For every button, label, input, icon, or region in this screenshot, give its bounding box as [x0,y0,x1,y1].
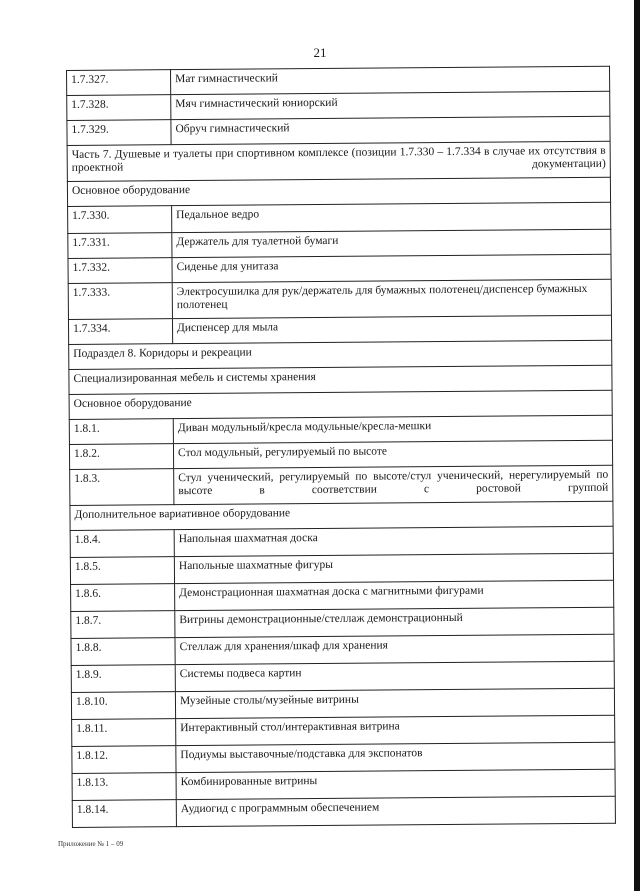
item-name: Педальное ведро [172,202,611,232]
table-row [72,769,615,800]
item-name: Напольная шахматная доска [174,526,613,556]
item-name: Обруч гимнастический [171,116,610,144]
section-heading: Подраздел 8. Коридоры и рекреации [69,340,612,369]
item-name: Диван модульный/кресла модульные/кресла-мешки [173,415,612,443]
section-row [67,141,610,181]
section-heading: Специализированная мебель и системы хранения [69,365,612,394]
item-code: 1.8.9. [71,665,175,693]
section-heading: Часть 7. Душевые и туалеты при спортивном комплексе (позиции 1.7.330 – 1.7.334 в случае их отсутствия в проектной документации) [67,141,610,181]
table-row [72,715,615,746]
table-row [71,661,614,692]
table-row [71,580,614,611]
item-name: Аудиогид с программным обеспечением [176,796,615,826]
table-row [70,553,613,584]
table-row [71,607,614,638]
footer-note: Приложение № 1 – 09 [58,840,124,848]
table-row [72,796,615,827]
item-code: 1.8.6. [71,584,175,612]
item-name: Стул ученический, регулируемый по высоте/стул ученический, нерегулируемый по высоте в соответствии с ростовой группой [174,465,613,504]
item-name: Стеллаж для хранения/шкаф для хранения [175,634,614,664]
item-code: 1.8.10. [71,692,175,720]
item-name: Демонстрационная шахматная доска с магнитными фигурами [175,580,614,610]
item-name: Напольные шахматные фигуры [174,553,613,583]
item-code: 1.8.11. [72,719,176,747]
item-name: Витрины демонстрационные/стеллаж демонстрационный [175,607,614,637]
item-code: 1.8.3. [70,469,174,506]
item-code: 1.7.329. [67,120,171,146]
item-code: 1.7.334. [68,319,172,345]
item-name: Интерактивный стол/интерактивная витрина [176,715,615,745]
item-name: Держатель для туалетной бумаги [172,229,611,257]
item-code: 1.7.332. [68,258,172,284]
item-code: 1.7.330. [68,206,172,234]
item-name: Электросушилка для рук/держатель для бумажных полотенец/диспенсер бумажных полотенец [172,279,611,318]
scan-edge [634,0,640,891]
item-code: 1.8.2. [69,444,173,470]
item-name: Комбинированные витрины [176,769,615,799]
item-name: Системы подвеса картин [175,661,614,691]
equipment-table [66,66,616,828]
item-code: 1.8.13. [72,773,176,801]
table-row [68,279,611,319]
table-row [68,202,611,233]
item-code: 1.8.4. [70,530,174,558]
item-name: Музейные столы/музейные витрины [175,688,614,718]
table-row [70,526,613,557]
section-heading: Дополнительное вариативное оборудование [70,501,613,530]
table-row [70,465,613,505]
table-row [71,688,614,719]
item-code: 1.8.12. [72,746,176,774]
item-code: 1.7.331. [68,233,172,259]
document-body [0,65,640,840]
item-code: 1.7.328. [67,95,171,121]
item-code: 1.8.14. [72,800,176,828]
item-code: 1.8.8. [71,638,175,666]
section-heading: Основное оборудование [67,177,610,206]
item-code: 1.7.333. [68,283,172,320]
item-name: Мат гимнастический [171,66,610,94]
item-code: 1.7.327. [67,70,171,96]
item-name: Мяч гимнастический юниорский [171,91,610,119]
item-code: 1.8.7. [71,611,175,639]
table-row [72,742,615,773]
item-name: Подиумы выставочные/подставка для экспонатов [176,742,615,772]
item-code: 1.8.1. [69,419,173,445]
section-heading: Основное оборудование [69,390,612,419]
item-name: Диспенсер для мыла [172,315,611,343]
item-name: Стол модульный, регулируемый по высоте [173,440,612,468]
item-name: Сиденье для унитаза [172,254,611,282]
page-number: 21 [313,45,327,60]
table-row [71,634,614,665]
item-code: 1.8.5. [70,557,174,585]
